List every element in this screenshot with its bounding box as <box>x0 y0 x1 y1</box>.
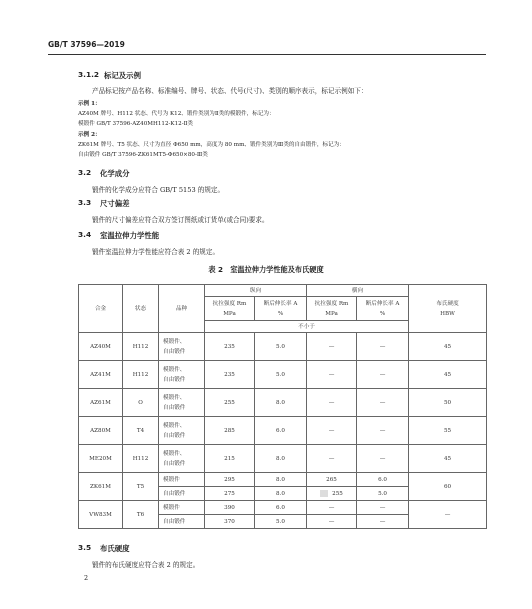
header-minimum: 不小于 <box>205 321 409 333</box>
rm-unit: MPa <box>325 310 338 317</box>
properties-table <box>78 284 487 529</box>
section-3-2-number: 3.2 <box>78 168 92 177</box>
cell-long-rm: 390 <box>205 501 255 515</box>
table-caption: 表 2 室温拉伸力学性能及布氏硬度 <box>208 265 324 274</box>
header-long-rm <box>205 297 255 321</box>
cell-trans-a: — <box>357 445 409 473</box>
cell-long-a: 5.0 <box>255 333 307 361</box>
section-3-2-title: 化学成分 <box>100 169 130 178</box>
section-3-1-2-number: 3.1.2 <box>78 70 100 79</box>
cell-alloy: AZ80M <box>79 417 123 445</box>
cell-trans-a: 6.0 <box>357 473 409 487</box>
cell-trans-rm: 265 <box>307 473 357 487</box>
cell-long-a: 6.0 <box>255 417 307 445</box>
example-1-desc: AZ40M 牌号、H112 状态、代号为 K12、锻件类别为Ⅱ类的模锻件，标记为： <box>78 111 275 117</box>
section-3-2-body: 锻件的化学成分应符合 GB/T 5153 的规定。 <box>92 186 225 194</box>
header-rule <box>48 54 486 55</box>
section-3-4-body: 锻件室温拉伸力学性能应符合表 2 的规定。 <box>92 248 220 256</box>
cell-type <box>159 361 205 389</box>
type-line-2: 自由锻件 <box>163 348 186 355</box>
cell-trans-rm: — <box>307 361 357 389</box>
table-row <box>79 333 487 361</box>
cell-trans-rm: — <box>307 515 357 529</box>
cell-trans-rm-value: 255 <box>332 490 343 497</box>
cell-long-a: 5.0 <box>255 515 307 529</box>
cell-hardness: 50 <box>409 389 487 417</box>
cell-trans-a: — <box>357 515 409 529</box>
cell-trans-a: — <box>357 389 409 417</box>
section-3-4-number: 3.4 <box>78 230 92 239</box>
cell-trans-a: — <box>357 361 409 389</box>
standard-number: GB/T 37596—2019 <box>48 40 125 49</box>
cell-type <box>159 389 205 417</box>
cell-long-rm: 235 <box>205 333 255 361</box>
example-2-label: 示例 2： <box>78 132 101 138</box>
header-hardness-label: 布氏硬度 <box>436 300 459 307</box>
type-line-2: 自由锻件 <box>163 460 186 467</box>
cell-temper: T5 <box>123 473 159 501</box>
example-1-label: 示例 1： <box>78 101 101 107</box>
header-transverse: 横向 <box>307 285 409 297</box>
header-product-type: 品种 <box>159 285 205 333</box>
page-number: 2 <box>84 574 89 582</box>
table-row <box>79 501 487 515</box>
a-unit: % <box>277 310 284 317</box>
type-line-2: 自由锻件 <box>163 404 186 411</box>
cell-type: 自由锻件 <box>159 487 205 501</box>
cell-long-a: 8.0 <box>255 389 307 417</box>
cell-hardness: 60 <box>409 473 487 501</box>
rm-unit: MPa <box>223 310 236 317</box>
cell-long-rm: 295 <box>205 473 255 487</box>
cell-type <box>159 445 205 473</box>
cell-long-a: 8.0 <box>255 487 307 501</box>
cell-type <box>159 417 205 445</box>
rm-label: 抗拉强度 Rm <box>314 300 349 307</box>
cell-trans-rm: — <box>307 333 357 361</box>
example-1-mark: 模锻件 GB/T 37596-AZ40MH112-K12-Ⅱ类 <box>78 121 194 127</box>
cell-alloy: AZ40M <box>79 333 123 361</box>
section-3-5-number: 3.5 <box>78 543 92 552</box>
table-row <box>79 361 487 389</box>
cell-alloy: VW83M <box>79 501 123 529</box>
example-2-desc: ZK61M 牌号、T5 状态、尺寸为直径 Φ650 mm，高度为 80 mm、锻件类别为Ⅲ类的自由锻件，标记为： <box>78 142 345 148</box>
cell-trans-a: — <box>357 501 409 515</box>
cell-long-a: 8.0 <box>255 445 307 473</box>
type-line-2: 自由锻件 <box>163 376 186 383</box>
cell-hardness: 45 <box>409 333 487 361</box>
cell-temper: O <box>123 389 159 417</box>
section-3-3-number: 3.3 <box>78 198 92 207</box>
cell-temper: H112 <box>123 361 159 389</box>
header-hardness <box>409 285 487 333</box>
cell-type: 模锻件 <box>159 501 205 515</box>
cell-hardness: 55 <box>409 417 487 445</box>
header-temper: 状态 <box>123 285 159 333</box>
header-hardness-unit: HBW <box>440 310 455 317</box>
cell-type <box>159 333 205 361</box>
cell-trans-a: — <box>357 333 409 361</box>
example-2-mark: 自由锻件 GB/T 37596-ZK61MT5-Φ650×80-Ⅲ类 <box>78 152 208 158</box>
table-row <box>79 473 487 487</box>
cell-trans-rm: — <box>307 445 357 473</box>
table-row <box>79 417 487 445</box>
section-3-1-2-title: 标记及示例 <box>104 71 141 80</box>
cell-temper: T4 <box>123 417 159 445</box>
header-trans-rm <box>307 297 357 321</box>
section-3-4-title: 室温拉伸力学性能 <box>100 231 160 240</box>
cell-temper: T6 <box>123 501 159 529</box>
cell-hardness: 45 <box>409 361 487 389</box>
header-alloy: 合金 <box>79 285 123 333</box>
cell-alloy: AZ41M <box>79 361 123 389</box>
section-3-5-title: 布氏硬度 <box>100 544 130 553</box>
table-header-row <box>79 285 487 297</box>
a-label: 断后伸长率 A <box>263 300 298 307</box>
section-3-5-body: 锻件的布氏硬度应符合表 2 的规定。 <box>92 561 200 569</box>
header-longitudinal: 纵向 <box>205 285 307 297</box>
header-trans-a <box>357 297 409 321</box>
table-row <box>79 445 487 473</box>
cell-trans-a: — <box>357 417 409 445</box>
section-3-3-title: 尺寸偏差 <box>100 199 130 208</box>
cell-trans-rm: — <box>307 389 357 417</box>
cell-temper: H112 <box>123 333 159 361</box>
cell-long-rm: 255 <box>205 389 255 417</box>
cell-hardness: 45 <box>409 445 487 473</box>
rm-label: 抗拉强度 Rm <box>212 300 247 307</box>
cell-type: 自由锻件 <box>159 515 205 529</box>
cell-alloy: ME20M <box>79 445 123 473</box>
type-line-1: 模锻件、 <box>163 366 186 373</box>
type-line-1: 模锻件、 <box>163 422 186 429</box>
cell-temper: H112 <box>123 445 159 473</box>
cell-trans-a: 5.0 <box>357 487 409 501</box>
cell-long-rm: 285 <box>205 417 255 445</box>
type-line-1: 模锻件、 <box>163 394 186 401</box>
type-line-1: 模锻件、 <box>163 338 186 345</box>
a-unit: % <box>379 310 386 317</box>
cell-long-a: 6.0 <box>255 501 307 515</box>
cell-hardness: — <box>409 501 487 529</box>
cell-long-rm: 235 <box>205 361 255 389</box>
type-line-2: 自由锻件 <box>163 432 186 439</box>
type-line-1: 模锻件、 <box>163 450 186 457</box>
cell-alloy: ZK61M <box>79 473 123 501</box>
cell-long-a: 5.0 <box>255 361 307 389</box>
cell-trans-rm <box>307 487 357 501</box>
cell-type: 模锻件 <box>159 473 205 487</box>
cell-trans-rm: — <box>307 417 357 445</box>
a-label: 断后伸长率 A <box>365 300 400 307</box>
cell-long-rm: 370 <box>205 515 255 529</box>
cell-long-a: 8.0 <box>255 473 307 487</box>
table-row <box>79 389 487 417</box>
header-long-a <box>255 297 307 321</box>
section-3-3-body: 锻件的尺寸偏差应符合双方签订图纸或订货单(或合同)要求。 <box>92 216 269 224</box>
cell-long-rm: 275 <box>205 487 255 501</box>
cell-alloy: AZ61M <box>79 389 123 417</box>
section-3-1-2-body: 产品标记按产品名称、标准编号、牌号、状态、代号(尺寸)、类别的顺序表示，标记示例如下： <box>92 87 368 95</box>
cell-trans-rm: — <box>307 501 357 515</box>
cell-long-rm: 215 <box>205 445 255 473</box>
cell-shade-mark <box>320 490 328 497</box>
